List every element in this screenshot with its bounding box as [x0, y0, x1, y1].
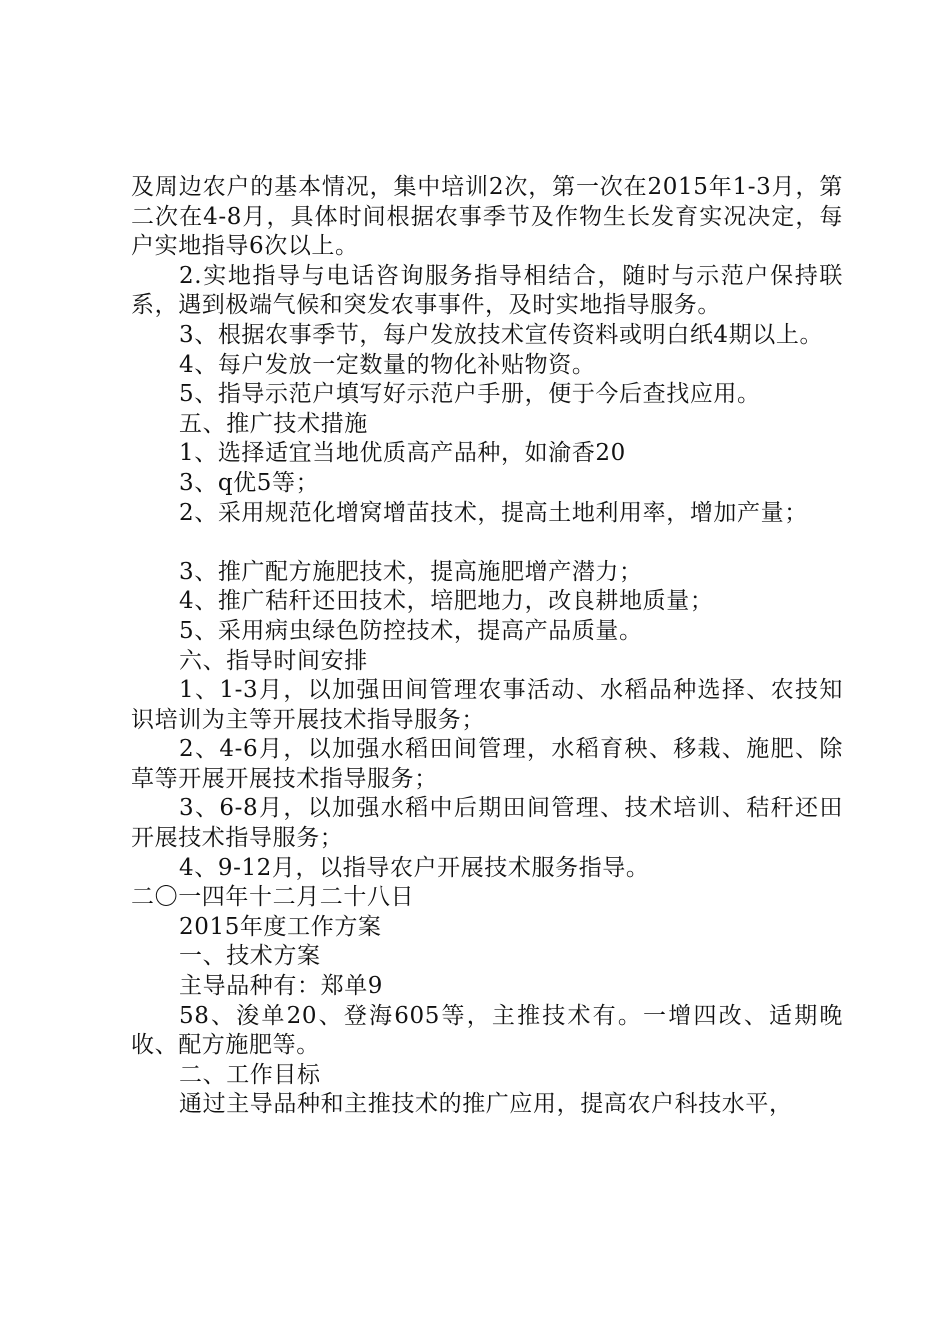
- paragraph-7: 1、选择适宜当地优质高产品种，如渝香20: [179, 440, 626, 467]
- paragraph-3: 3、根据农事季节，每户发放技术宣传资料或明白纸4期以上。: [179, 321, 824, 348]
- plan-title: 2015年度工作方案: [179, 913, 382, 940]
- paragraph-2: 2.实地指导与电话咨询服务指导相结合，随时与示范户保持联系，遇到极端气候和突发农事事件，及时实地指导服务。: [131, 262, 843, 319]
- paragraph-12: 4、推广秸秆还田技术，培肥地力，改良耕地质量；: [179, 588, 714, 615]
- paragraph-25: 通过主导品种和主推技术的推广应用，提高农户科技水平，: [179, 1091, 793, 1118]
- section-heading-5: 五、推广技术措施: [179, 410, 368, 437]
- paragraph-23: 58、浚单20、登海605等，主推技术有。一增四改、适期晚收、配方施肥等。: [131, 1002, 843, 1059]
- paragraph-1: 及周边农户的基本情况，集中培训2次，第一次在2015年1-3月，第二次在4-8月，具体时间根据农事季节及作物生长发育实况决定，每户实地指导6次以上。: [131, 174, 843, 260]
- paragraph-15: 1、1-3月，以加强田间管理农事活动、水稻品种选择、农技知识培训为主等开展技术指导服务；: [131, 677, 843, 733]
- paragraph-8: 3、q优5等；: [179, 469, 320, 496]
- paragraph-17: 3、6-8月，以加强水稻中后期田间管理、技术培训、秸秆还田开展技术指导服务；: [131, 795, 843, 852]
- paragraph-16: 2、4-6月，以加强水稻田间管理，水稻育秧、移栽、施肥、除草等开展开展技术指导服务；: [131, 736, 843, 792]
- paragraph-18: 4、9-12月，以指导农户开展技术服务指导。: [179, 854, 650, 881]
- paragraph-22: 主导品种有：郑单9: [179, 973, 384, 1000]
- blank-line: [131, 528, 843, 558]
- paragraph-9: 2、采用规范化增窝增苗技术，提高土地利用率，增加产量；: [179, 499, 808, 526]
- paragraph-4: 4、每户发放一定数量的物化补贴物资。: [179, 351, 596, 378]
- paragraph-5: 5、指导示范户填写好示范户手册，便于今后查找应用。: [179, 381, 761, 408]
- document-body: [131, 173, 843, 1120]
- section-heading-2: 二、工作目标: [179, 1061, 321, 1088]
- date-line: 二〇一四年十二月二十八日: [131, 884, 415, 911]
- section-heading-6: 六、指导时间安排: [179, 647, 368, 674]
- paragraph-11: 3、推广配方施肥技术，提高施肥增产潜力；: [179, 558, 643, 585]
- paragraph-13: 5、采用病虫绿色防控技术，提高产品质量。: [179, 617, 643, 644]
- section-heading-1: 一、技术方案: [179, 943, 321, 970]
